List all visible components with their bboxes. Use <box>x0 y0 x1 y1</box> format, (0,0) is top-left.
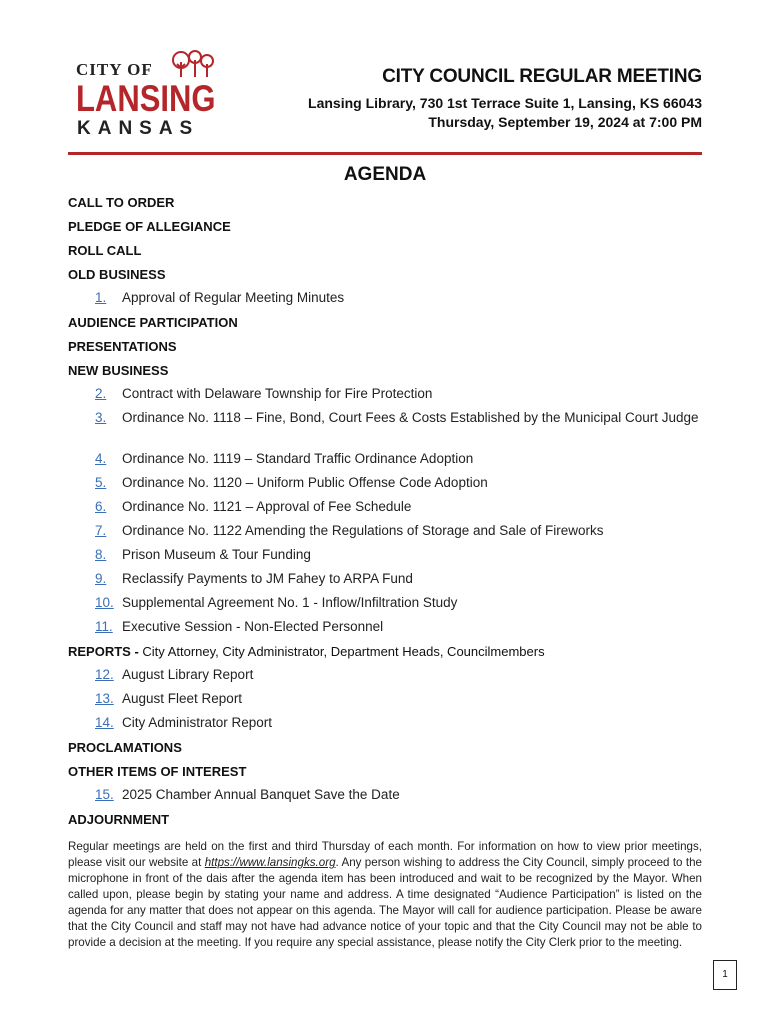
section-old-business: OLD BUSINESS <box>68 267 166 282</box>
section-call-to-order: CALL TO ORDER <box>68 195 175 210</box>
agenda-item <box>68 690 708 714</box>
agenda-item-link[interactable]: 8. <box>95 547 107 562</box>
section-other-items: OTHER ITEMS OF INTEREST <box>68 764 247 779</box>
agenda-item-text: Supplemental Agreement No. 1 - Inflow/Infiltration Study <box>122 595 458 610</box>
agenda-item-text: 2025 Chamber Annual Banquet Save the Date <box>122 787 400 802</box>
agenda-item <box>68 522 708 546</box>
section-audience: AUDIENCE PARTICIPATION <box>68 315 238 330</box>
new-business-list <box>68 385 708 642</box>
agenda-title: AGENDA <box>343 164 427 185</box>
agenda-item <box>68 546 708 570</box>
section-proclamations: PROCLAMATIONS <box>68 740 182 755</box>
agenda-item <box>68 594 708 618</box>
agenda-item-link[interactable]: 4. <box>95 451 107 466</box>
agenda-item <box>68 786 708 810</box>
agenda-item-link[interactable]: 9. <box>95 571 107 586</box>
logo-lansing-text: LANSING <box>76 77 216 120</box>
agenda-item-text: August Fleet Report <box>122 691 243 706</box>
agenda-item-link[interactable]: 14. <box>95 715 114 730</box>
section-adjournment: ADJOURNMENT <box>68 812 170 827</box>
meeting-datetime: Thursday, September 19, 2024 at 7:00 PM <box>428 114 702 130</box>
agenda-item-link[interactable]: 10. <box>95 595 114 610</box>
agenda-item-link[interactable]: 12. <box>95 667 114 682</box>
agenda-item-text: August Library Report <box>122 667 254 682</box>
old-business-list <box>68 289 708 313</box>
agenda-item <box>68 289 708 313</box>
agenda-item-text: City Administrator Report <box>122 715 273 730</box>
header-divider <box>68 152 702 155</box>
agenda-item-link[interactable]: 11. <box>95 619 113 634</box>
agenda-item-text: Prison Museum & Tour Funding <box>122 547 311 562</box>
agenda-item <box>68 409 708 450</box>
agenda-item <box>68 618 708 642</box>
agenda-item <box>68 450 708 474</box>
agenda-item-link[interactable]: 6. <box>95 499 107 514</box>
meeting-header <box>308 66 702 132</box>
agenda-item-text: Approval of Regular Meeting Minutes <box>122 290 345 305</box>
agenda-item-text: Ordinance No. 1119 – Standard Traffic Ordinance Adoption <box>122 451 474 466</box>
reports-label: REPORTS - <box>68 644 143 659</box>
agenda-item-text: Ordinance No. 1120 – Uniform Public Offense Code Adoption <box>122 475 488 490</box>
city-logo <box>76 48 216 140</box>
agenda-item-link[interactable]: 3. <box>95 410 107 425</box>
agenda-item-text: Ordinance No. 1121 – Approval of Fee Schedule <box>122 499 412 514</box>
website-link[interactable]: https://www.lansingks.org <box>204 856 336 869</box>
agenda-item-link[interactable]: 7. <box>95 523 107 538</box>
meeting-notice: Regular meetings are held on the first and third Thursday of each month. For information on how to view prior meetings, please visit our website at https://www.lansingks.org. Any person wishing to address the City Council, simply proceed to the microphone in front of the dais after the agenda item has been introduced and wait to be recognized by the Mayor. When called upon, please begin by stating your name and address. A time designated “Audience Participation” is listed on the agenda for any matter that does not appear on this agenda. The Mayor will call for audience participation. Please be aware that the City Council and staff may not have had advance notice of your topic and that the City Council may not be able to provide a decision at the meeting. If you require any special assistance, please notify the City Clerk prior to the meeting. <box>68 840 702 949</box>
section-roll-call: ROLL CALL <box>68 243 142 258</box>
logo-city-text: CITY OF <box>76 60 153 79</box>
agenda-item <box>68 666 708 690</box>
page-number: 1 <box>713 960 737 990</box>
agenda-item-text: Ordinance No. 1122 Amending the Regulations of Storage and Sale of Fireworks <box>122 523 604 538</box>
reports-list <box>68 666 708 738</box>
agenda-item-link[interactable]: 1. <box>95 290 107 305</box>
section-reports <box>68 642 708 666</box>
agenda-item <box>68 498 708 522</box>
agenda-item-link[interactable]: 2. <box>95 386 107 401</box>
agenda-item-text: Executive Session - Non-Elected Personnel <box>122 619 384 634</box>
agenda-item-link[interactable]: 5. <box>95 475 107 490</box>
meeting-location: Lansing Library, 730 1st Terrace Suite 1, Lansing, KS 66043 <box>308 95 702 111</box>
agenda-item-text: Ordinance No. 1118 – Fine, Bond, Court Fees & Costs Established by the Municipal Court Judge <box>122 410 699 425</box>
logo-kansas-text: KANSAS <box>77 118 200 139</box>
agenda-item-link[interactable]: 13. <box>95 691 114 706</box>
section-pledge: PLEDGE OF ALLEGIANCE <box>68 219 231 234</box>
section-new-business: NEW BUSINESS <box>68 363 169 378</box>
agenda-item <box>68 474 708 498</box>
section-presentations: PRESENTATIONS <box>68 339 177 354</box>
agenda-body <box>68 193 708 834</box>
agenda-item-text: Reclassify Payments to JM Fahey to ARPA Fund <box>122 571 413 586</box>
tree-icon <box>169 50 215 78</box>
agenda-item-link[interactable]: 15. <box>95 787 114 802</box>
agenda-item-text: Contract with Delaware Township for Fire Protection <box>122 386 433 401</box>
agenda-item <box>68 385 708 409</box>
agenda-item <box>68 714 708 738</box>
other-items-list <box>68 786 708 810</box>
reports-detail: City Attorney, City Administrator, Department Heads, Councilmembers <box>142 644 545 659</box>
agenda-item <box>68 570 708 594</box>
meeting-title: CITY COUNCIL REGULAR MEETING <box>382 66 702 87</box>
